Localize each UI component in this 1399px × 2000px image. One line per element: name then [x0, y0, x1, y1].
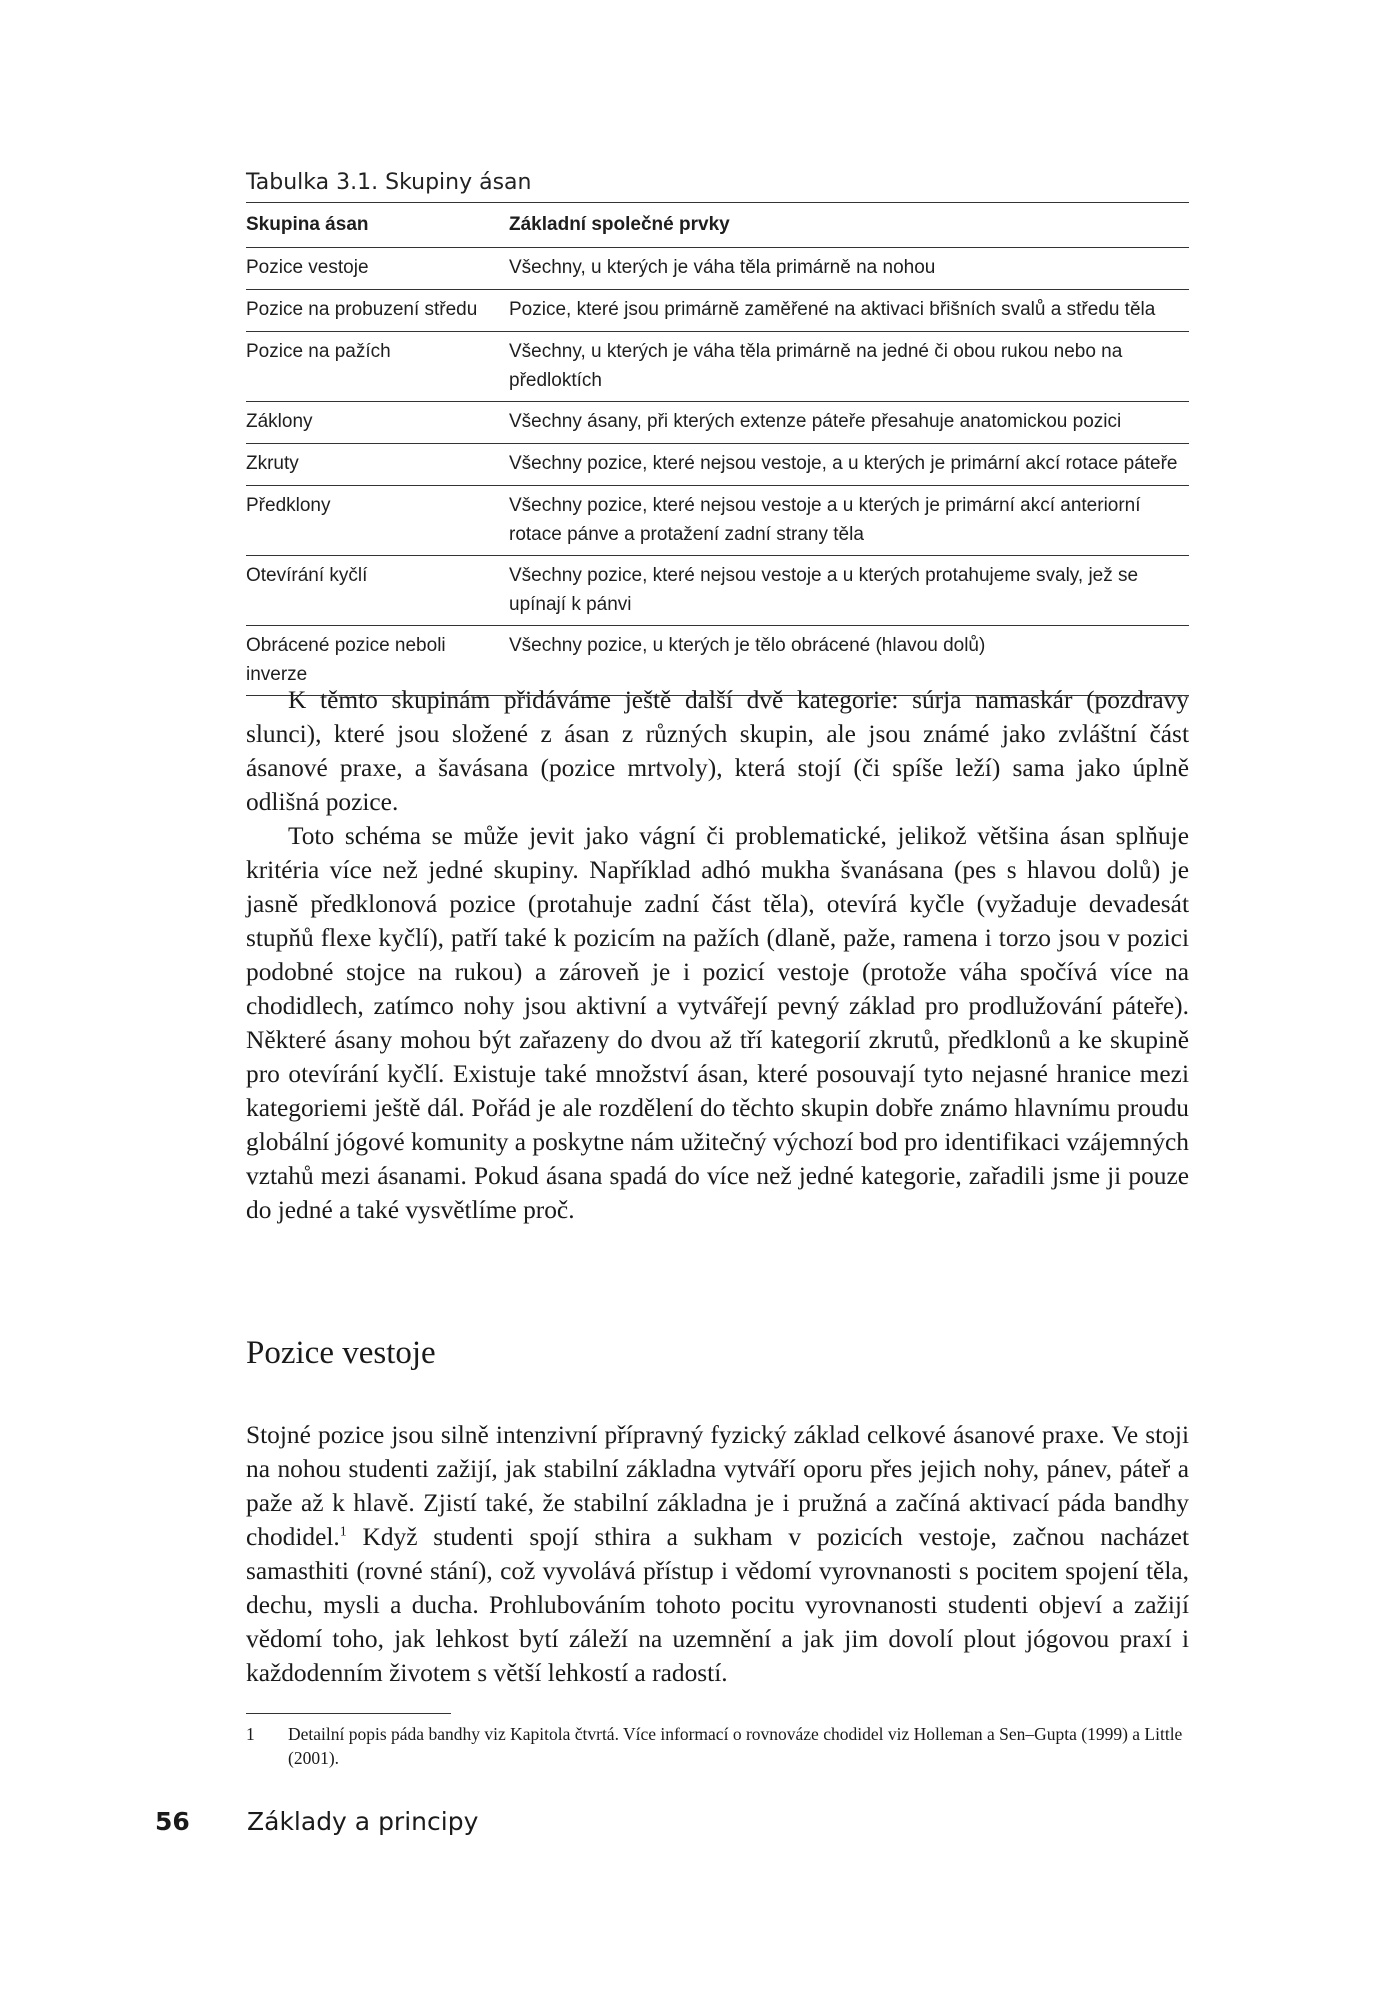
paragraph-text-part: Stojné pozice jsou silně intenzivní přípravný fyzický základ celkové ásanové praxe. Ve stoji na nohou studenti zažijí, jak stabilní základna vytváří oporu přes jejich nohy, pánev, páteř a paže až k hlavě. Zjistí také, že stabilní základna je i pružná a začíná aktivací páda bandhy chodidel.	[246, 1421, 1189, 1551]
table-cell-group: Pozice na pažích	[246, 332, 509, 402]
table-row	[246, 444, 1189, 486]
footnote	[246, 1722, 1189, 1770]
column-header-group: Skupina ásan	[246, 203, 509, 248]
table-cell-group: Pozice na probuzení středu	[246, 290, 509, 332]
table-cell-description: Všechny, u kterých je váha těla primárně na nohou	[509, 248, 1189, 290]
table-cell-description: Všechny pozice, které nejsou vestoje a u kterých je primární akcí anteriorní rotace pánve a protažení zadní strany těla	[509, 486, 1189, 556]
table-cell-group: Obrácené pozice neboli inverze	[246, 626, 509, 696]
intro-text	[246, 683, 1189, 1227]
table-cell-description: Všechny ásany, při kterých extenze páteře přesahuje anatomickou pozici	[509, 402, 1189, 444]
table-cell-description: Všechny pozice, u kterých je tělo obrácené (hlavou dolů)	[509, 626, 1189, 696]
table-row	[246, 402, 1189, 444]
table-cell-group: Pozice vestoje	[246, 248, 509, 290]
body-paragraph: Toto schéma se může jevit jako vágní či problematické, jelikož většina ásan splňuje kritéria více než jedné skupiny. Například adhó mukha švanásana (pes s hlavou dolů) je jasně předklonová pozice (protahuje zadní část těla), otevírá kyčle (vyžaduje devadesát stupňů flexe kyčlí), patří také k pozicím na pažích (dlaně, paže, ramena i torzo jsou v pozici podobné stojce na rukou) a zároveň je i pozicí vestoje (protože váha spočívá více na chodidlech, zatímco nohy jsou aktivní a vytvářejí pevný základ pro prodlužování páteře). Některé ásany mohou být zařazeny do dvou až tří kategorií zkrutů, předklonů a ke skupině pro otevírání kyčlí. Existuje také množství ásan, které posouvají tyto nejasné hranice mezi kategoriemi ještě dál. Pořád je ale rozdělení do těchto skupin dobře známo hlavnímu proudu globální jógové komunity a poskytne nám užitečný výchozí bod pro identifikaci vzájemných vztahů mezi ásanami. Pokud ásana spadá do více než jedné kategorie, zařadili jsme ji pouze do jedné a také vysvětlíme proč.	[246, 822, 1189, 1224]
footnote-divider	[246, 1713, 451, 1714]
table-row	[246, 332, 1189, 402]
table-cell-group: Zkruty	[246, 444, 509, 486]
footnote-reference[interactable]: 1	[339, 1524, 347, 1540]
table-caption: Tabulka 3.1. Skupiny ásan	[246, 170, 532, 195]
table-cell-group: Předklony	[246, 486, 509, 556]
paragraph-text-part: Když studenti spojí sthira a sukham v pozicích vestoje, začnou nacházet samasthiti (rovné stání), což vyvolává přístup i vědomí vyrovnanosti s pocitem spojení těla, dechu, mysli a ducha. Prohlubováním tohoto pocitu vyrovnanosti studenti objeví a zažijí vědomí toho, jak lehkost bytí záleží na uzemnění a jak jim dovolí plout jógovou praxí i každodenním životem s větší lehkostí a radostí.	[246, 1523, 1189, 1687]
asana-groups-table	[246, 202, 1189, 696]
table-cell-description: Pozice, které jsou primárně zaměřené na aktivaci břišních svalů a středu těla	[509, 290, 1189, 332]
table-cell-description: Všechny pozice, které nejsou vestoje, a u kterých je primární akcí rotace páteře	[509, 444, 1189, 486]
page-number: 56	[155, 1807, 190, 1836]
table-cell-description: Všechny pozice, které nejsou vestoje a u kterých protahujeme svaly, jež se upínají k pánvi	[509, 556, 1189, 626]
section-heading: Pozice vestoje	[246, 1335, 436, 1371]
body-paragraph: K těmto skupinám přidáváme ještě další dvě kategorie: súrja namaskár (pozdravy slunci), které jsou složené z ásan z různých skupin, ale jsou známé jako zvláštní část ásanové praxe, a šavásana (pozice mrtvoly), která stojí (či spíše leží) sama jako úplně odlišná pozice.	[246, 686, 1189, 816]
table-cell-group: Záklony	[246, 402, 509, 444]
table-cell-description: Všechny, u kterých je váha těla primárně na jedné či obou rukou nebo na předloktích	[509, 332, 1189, 402]
running-title: Základy a principy	[247, 1807, 479, 1836]
body-paragraph	[246, 1418, 1189, 1690]
table-row	[246, 486, 1189, 556]
footnote-number: 1	[246, 1724, 255, 1744]
table-header-row	[246, 203, 1189, 248]
table-cell-group: Otevírání kyčlí	[246, 556, 509, 626]
section-text	[246, 1418, 1189, 1690]
table-row	[246, 556, 1189, 626]
column-header-elements: Základní společné prvky	[509, 203, 1189, 248]
footnote-text: Detailní popis páda bandhy viz Kapitola čtvrtá. Více informací o rovnováze chodidel viz Holleman a Sen–Gupta (1999) a Little (2001).	[288, 1724, 1183, 1768]
table-row	[246, 290, 1189, 332]
table-row	[246, 248, 1189, 290]
